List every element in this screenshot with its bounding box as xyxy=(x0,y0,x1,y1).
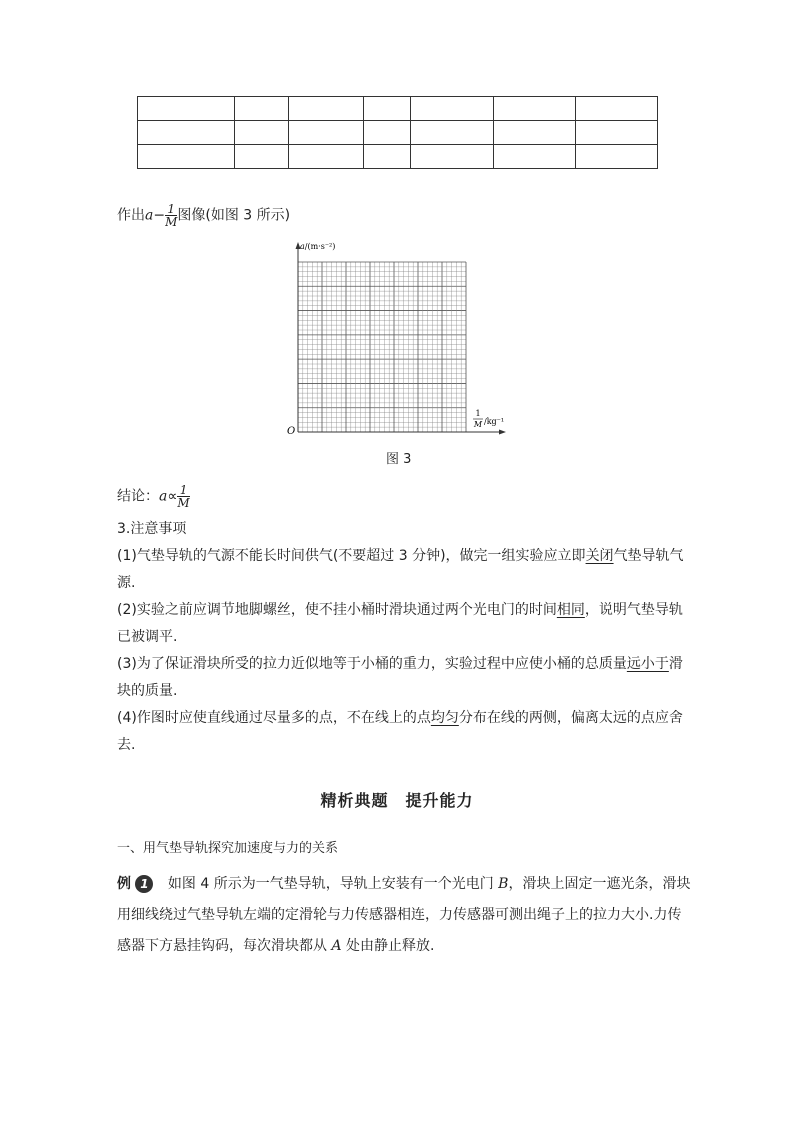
table-cell xyxy=(235,97,289,121)
conclusion-a-symbol: a xyxy=(159,488,168,505)
table-row xyxy=(138,121,658,145)
example-line-2: 用细线绕过气垫导轨左端的定滑轮与力传感器相连，力传感器可测出绳子上的拉力大小.力传 xyxy=(117,907,682,923)
example-var-b: B xyxy=(498,876,509,892)
table-cell xyxy=(235,121,289,145)
note-3-text-b: 滑 xyxy=(668,656,683,672)
example-line-1-a: 如图 4 所示为一气垫导轨，导轨上安装有一个光电门 xyxy=(167,876,499,892)
section-subtitle: 一、用气垫导轨探究加速度与力的关系 xyxy=(117,841,339,856)
example-line-1-c: ，滑块上固定一遮光条，滑块 xyxy=(508,876,691,892)
example-line-3-a: 感器下方悬挂钩码，每次滑块都从 xyxy=(117,938,332,954)
conclusion-frac-den: M xyxy=(177,496,190,510)
example-line-3 xyxy=(117,936,434,956)
table-cell xyxy=(494,97,576,121)
conclusion-frac-num: 1 xyxy=(177,484,189,497)
example-label: 例 xyxy=(117,876,131,892)
note-2-underlined: 相同 xyxy=(556,602,585,618)
table-cell xyxy=(494,145,576,169)
table-cell xyxy=(138,97,235,121)
note-1-line-2: 源. xyxy=(117,575,136,591)
table-cell xyxy=(576,121,658,145)
origin-label: O xyxy=(287,426,296,437)
y-label-var: a xyxy=(300,242,305,251)
table-cell xyxy=(411,121,494,145)
note-4-underlined: 均匀 xyxy=(430,710,459,726)
table-cell xyxy=(364,145,411,169)
note-1-line-1 xyxy=(117,546,684,566)
intro-line xyxy=(117,203,290,228)
table-cell xyxy=(138,145,235,169)
intro-prefix: 作出 xyxy=(117,207,145,224)
note-2-line-2: 已被调平. xyxy=(117,629,178,645)
example-line-1 xyxy=(117,874,690,894)
note-4-text-a: (4)作图时应使直线通过尽量多的点，不在线上的点 xyxy=(117,710,431,726)
x-label-den: M xyxy=(473,420,483,429)
intro-suffix: 图像(如图 3 所示) xyxy=(177,207,291,224)
note-2-text-b: ，说明气垫导轨 xyxy=(584,602,683,618)
note-3-line-1 xyxy=(117,654,683,674)
note-3-underlined: 远小于 xyxy=(626,656,669,672)
note-2-text-a: (2)实验之前应调节地脚螺丝，使不挂小桶时滑块通过两个光电门的时间 xyxy=(117,602,557,618)
example-number-badge: 1 xyxy=(135,875,153,893)
figure-caption: 图 3 xyxy=(386,452,412,467)
note-4-line-2: 去. xyxy=(117,737,136,753)
table-cell xyxy=(289,97,364,121)
note-3-text-a: (3)为了保证滑块所受的拉力近似地等于小桶的重力，实验过程中应使小桶的总质量 xyxy=(117,656,627,672)
intro-frac-num: 1 xyxy=(165,203,177,216)
data-table xyxy=(137,96,658,169)
graph-figure xyxy=(280,236,520,446)
table-cell xyxy=(576,145,658,169)
note-1-text-a: (1)气垫导轨的气源不能长时间供气(不要超过 3 分钟)，做完一组实验应立即 xyxy=(117,548,586,564)
table-cell xyxy=(364,97,411,121)
x-label-num: 1 xyxy=(475,409,481,418)
graph-grid xyxy=(298,262,466,432)
y-axis-label xyxy=(300,242,335,251)
conclusion-fraction xyxy=(177,484,189,509)
table-cell xyxy=(364,121,411,145)
table-cell xyxy=(138,121,235,145)
note-4-line-1 xyxy=(117,708,683,728)
table-cell xyxy=(411,97,494,121)
note-1-underlined: 关闭 xyxy=(585,548,614,564)
notes-heading: 3.注意事项 xyxy=(117,521,187,537)
x-axis-arrow xyxy=(499,430,506,435)
conclusion-prefix: 结论： xyxy=(117,488,159,505)
intro-frac-den: M xyxy=(165,215,178,229)
note-3-line-2: 块的质量. xyxy=(117,683,178,699)
example-line-3-b: 处由静止释放. xyxy=(341,938,435,954)
intro-fraction xyxy=(165,203,177,228)
table-cell xyxy=(289,121,364,145)
conclusion-line xyxy=(117,484,190,509)
x-label-unit: /kg⁻¹ xyxy=(484,417,505,426)
note-1-text-b: 气垫导轨气 xyxy=(613,548,684,564)
table-row xyxy=(138,97,658,121)
table-cell xyxy=(494,121,576,145)
example-var-a: A xyxy=(331,938,342,954)
note-4-text-b: 分布在线的两侧，偏离太远的点应舍 xyxy=(458,710,683,726)
table-cell xyxy=(576,97,658,121)
intro-a-symbol: a xyxy=(145,207,154,224)
y-label-unit: /(m·s⁻²) xyxy=(304,242,336,251)
note-2-line-1 xyxy=(117,600,683,620)
table-row xyxy=(138,145,658,169)
conclusion-prop: ∝ xyxy=(167,488,178,505)
intro-minus: − xyxy=(153,207,166,224)
table-cell xyxy=(411,145,494,169)
table-cell xyxy=(289,145,364,169)
table-cell xyxy=(235,145,289,169)
section-title: 精析典题 提升能力 xyxy=(320,791,474,810)
